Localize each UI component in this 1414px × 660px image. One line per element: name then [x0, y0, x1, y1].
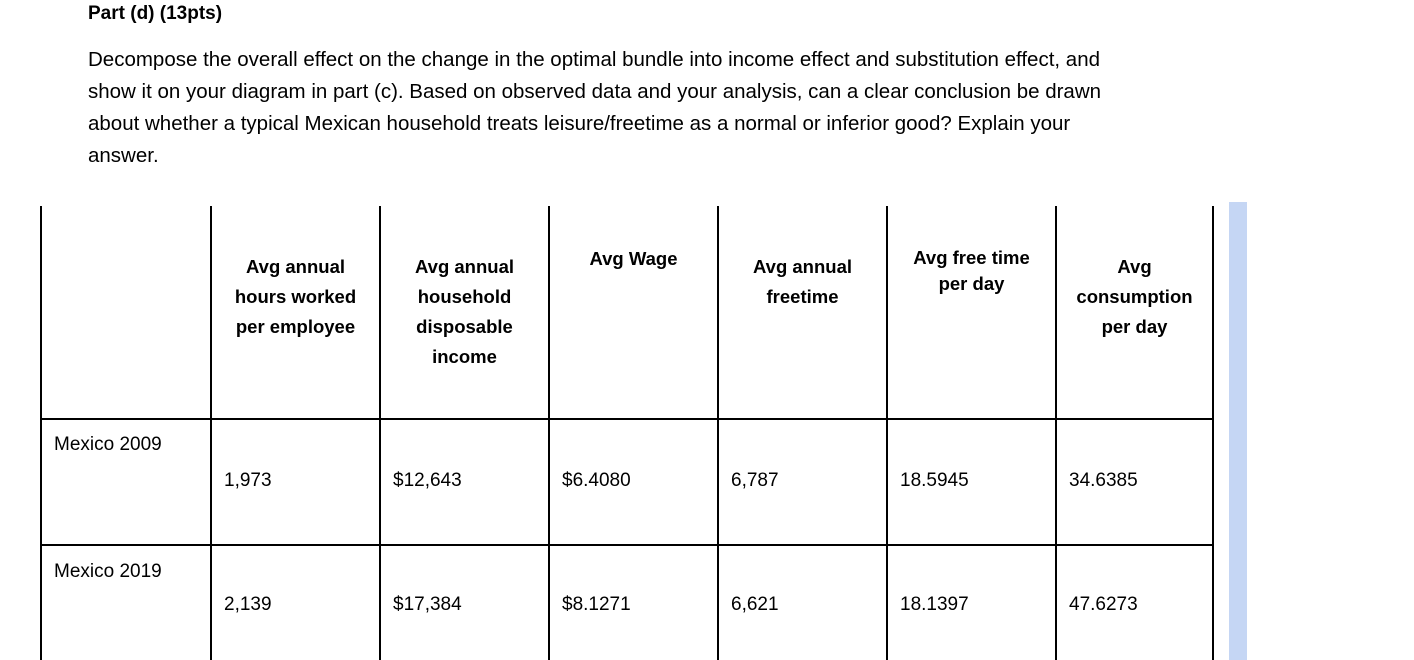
- table-header-hours-worked: [211, 206, 380, 419]
- table-cell: [887, 545, 1056, 660]
- row-label-mexico-2009: Mexico 2009: [54, 434, 162, 455]
- table-header-row: [41, 206, 1213, 419]
- table-header-blank: [41, 206, 211, 419]
- cell-hours-worked-2019: 2,139: [224, 594, 272, 615]
- table-cell: [549, 545, 718, 660]
- header-label-consumption-per-day: Avg consumption per day: [1076, 256, 1193, 337]
- table-header-free-time-per-day: [887, 206, 1056, 419]
- table-header-annual-freetime: [718, 206, 887, 419]
- header-label-hours-worked: Avg annual hours worked per employee: [234, 256, 357, 337]
- cell-consumption-per-day-2019: 47.6273: [1069, 594, 1138, 615]
- table-header-consumption-per-day: [1056, 206, 1213, 419]
- question-text: Decompose the overall effect on the change in the optimal bundle into income effect and substitution effect, and show it on your diagram in part (c). Based on observed data and your analysis, can a clear conclusion be drawn about whether a typical Mexican household treats leisure/freetime as a normal or inferior good? Explain your answer.: [88, 48, 1102, 167]
- cell-free-time-per-day-2019: 18.1397: [900, 594, 969, 615]
- table-row-2009: [41, 419, 1213, 545]
- table-cell: [549, 419, 718, 545]
- part-heading: Part (d) (13pts): [88, 3, 223, 24]
- table-cell: [380, 419, 549, 545]
- table-cell: [718, 419, 887, 545]
- header-label-disposable-income: Avg annual household disposable income: [414, 256, 515, 367]
- cell-hours-worked-2009: 1,973: [224, 470, 272, 491]
- table-header-disposable-income: [380, 206, 549, 419]
- cell-free-time-per-day-2009: 18.5945: [900, 470, 969, 491]
- cell-disposable-income-2009: $12,643: [393, 470, 462, 491]
- header-label-avg-wage: Avg Wage: [589, 248, 678, 269]
- cell-avg-wage-2019: $8.1271: [562, 594, 631, 615]
- cell-avg-wage-2009: $6.4080: [562, 470, 631, 491]
- table-header-avg-wage: [549, 206, 718, 419]
- row-label-cell: [41, 545, 211, 660]
- table-cell: [718, 545, 887, 660]
- cell-annual-freetime-2019: 6,621: [731, 594, 779, 615]
- table-cell: [887, 419, 1056, 545]
- header-label-annual-freetime: Avg annual freetime: [752, 256, 853, 307]
- cell-disposable-income-2019: $17,384: [393, 594, 462, 615]
- header-label-free-time-per-day: Avg free time per day: [913, 247, 1030, 294]
- data-table: [40, 206, 1214, 660]
- row-label-cell: [41, 419, 211, 545]
- row-label-mexico-2019: Mexico 2019: [54, 561, 162, 582]
- selection-highlight-strip: [1229, 202, 1247, 660]
- table-cell: [1056, 419, 1213, 545]
- table-row-2019: [41, 545, 1213, 660]
- cell-annual-freetime-2009: 6,787: [731, 470, 779, 491]
- cell-consumption-per-day-2009: 34.6385: [1069, 470, 1138, 491]
- table-cell: [211, 545, 380, 660]
- table-cell: [211, 419, 380, 545]
- table-cell: [380, 545, 549, 660]
- table-cell: [1056, 545, 1213, 660]
